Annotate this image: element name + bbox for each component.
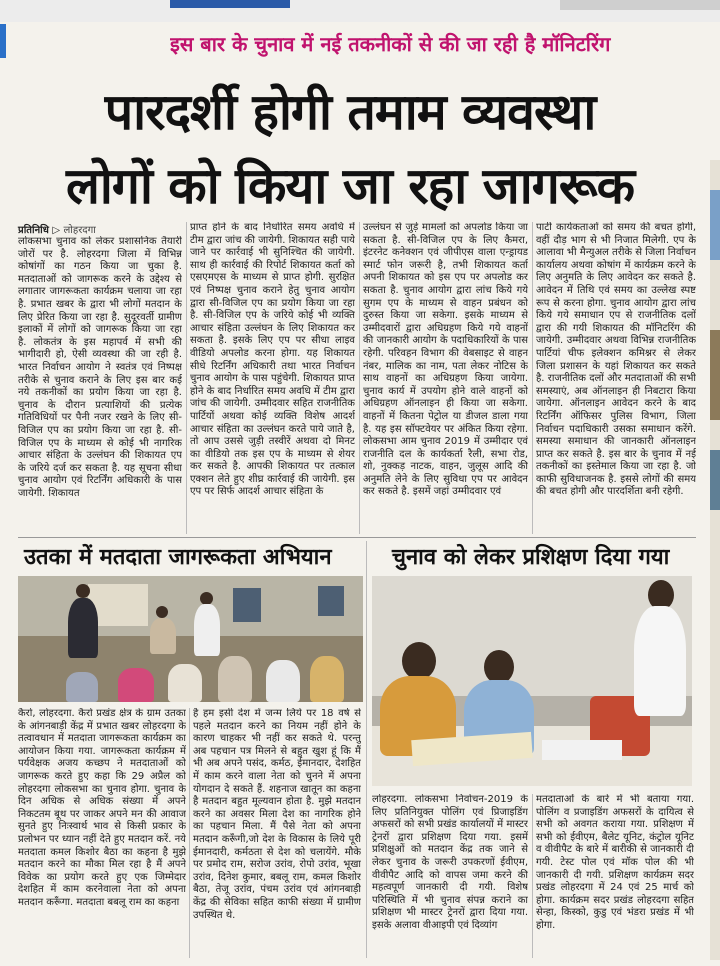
story2-col-2: है हम इसी देश में जन्म लिये पर 18 वर्ष से पहले मतदान करने का नियम नहीं होने के कारण चाहकर भी नहीं कर सकते थे. परन्तु अब पहचान पत्र मिलने से बहुत खुश हूं कि मैं भी अब अपने पसंद, कर्मठ, ईमानदार, देशहित में काम करने वाला नेता को चुनने में अपना योगदान दे सकते हैं. शहनाज खातून का कहना है मतदान बहुत मूल्यवान होता है. मुझे मतदान करने का अवसर मिला देश का नागरिक होने का पहचान मिला. मैं पैसे नेता को अपना मतदान करूँगी,जो देश के विकास के लिये पूरी ईमानदारी, कर्मठता से देश को चलायेंगे. मौके पर प्रमोद राम, सरोज उरांव, रोपो उरांव, भूखा उरांव, दिनेश कुमार, बबलू राम, कमल किशोर बैठा, तेजू उरांव, पंचम उरांव एवं आंगनबाड़ी केंद्र की सेविका सहित काफी संख्या में ग्रामीण उपस्थित थे. <box>193 708 361 921</box>
headline-line-2: लोगों को किया जा रहा जागरूक <box>65 157 635 215</box>
top-strip-accent <box>170 0 290 8</box>
edge-photo-2 <box>710 330 720 420</box>
story3-col-1: लोहरदगा. लोकसभा निर्वाचन-2019 के लिए प्रतिनियुक्त पोलिंग एवं प्रिजाइडिंग अफसरों को सभी प्रखंड कार्यालयों में मास्टर ट्रेनरों द्वारा प्रशिक्षण दिया गया. इसमें प्रशिक्षुओं को मतदान केंद्र तक जाने से लेकर चुनाव के जरूरी उपकरणों ईवीएम, वीवीपैट आदि को वापस जमा करने की महत्वपूर्ण जानकारी दी गयी. विशेष परिस्थिति में भी चुनाव संपन्न कराने का प्रशिक्षण भी मास्टर ट्रेनरों द्वारा दिया गया. इसके अलावा वीआइपी एवं दिव्यांग <box>372 794 528 931</box>
column-rule <box>189 708 190 958</box>
main-story-col-4: पार्टी कार्यकताओं को समय की बचत होगी, वहीं दौड़ भाग से भी निजात मिलेगी. एप के आलावा भी मैन्युअल तरीके से जिला निर्वाचन कार्यालय अथवा कोषांग में कार्यक्रम करने के लिए अनुमति के लिए आवेदन कर सकते है. आवेदन में तिथि एवं समय का उल्लेख स्पष्ट रूप से करना होगा. चुनाव आयोग द्वारा लांच किये गये समाधान एप से राजनीतिक दलों द्वारा की गयी शिकायत की मॉनिटरिंग की जायेगी. उम्मीदवार अथवा विभिन्न राजनीतिक पार्टियां चीफ इलेक्शन कमिश्नर से लेकर जिला प्रशासन के यहां शिकायत कर सकते है. राजनीतिक दलों और मतदाताओं की सभी समस्याएं, अब ऑनलाइन ही निबटारा किया जायेगा. ऑनलाइन आवेदन करने के बाद रिटर्निंग ऑफिसर पुलिस विभाग, जिला निर्वाचन पदाधिकारी उसका समाधान करेंगे. समस्या समाधान की जानकारी ऑनलाइन प्राप्त कर सकते है. इस बार के चुनाव में नई तकनीकों का इस्तेमाल किया जा रहा है. जो काफी सुविधाजनक है. इससे लोगों की समय की बचत होगी और पारदर्शिता बनी रहेगी. <box>536 222 696 498</box>
headline-line-1: पारदर्शी होगी तमाम व्यवस्था <box>104 83 596 141</box>
main-story-col-2: प्राप्त होने के बाद निर्धारित समय अवधि में टीम द्वारा जांच की जायेगी. शिकायत सही पाये जाने पर कार्रवाई भी सुनिश्चित की जायेगी. साथ ही कार्रवाई की रिपोर्ट शिकायत कर्ता को एसएमएस के माध्यम से प्राप्त होगी. सुरक्षित एवं निष्पक्ष चुनाव कराने हेतु चुनाव आयोग द्वारा सी-विजिल एप का प्रयोग किया जा रहा है. सी-विजिल एप के जरिये कोई भी व्यक्ति आचार संहिता उल्लंघन के लिए शिकायत कर सकता है. इसके लिए एप पर सीधा लाइव वीडियो अपलोड करना होगा. यह शिकायत सीधे रिटर्निंग अधिकारी तथा भारत निर्वाचन चुनाव आयोग के पास पहुंचेगी. शिकायत प्राप्त होने के बाद निर्धारित समय अवधि में टीम द्वारा जांच की जायेगी. उम्मीदवार सहित राजनीतिक पार्टियों अथवा कोई व्यक्ति विशेष आदर्श आचार संहिता का उल्लंघन करते पाये जाते है, तो आप उससे जुड़ी तस्वीरें अथवा दो मिनट का वीडियो तक इस एप के माध्यम से शेयर कर सकते है. आपकी शिकायत पर तत्काल एक्शन लेते हुए शीघ्र कार्रवाई की जायेगी. इस एप पर सिर्फ आदर्श आचार संहिता के <box>190 222 355 498</box>
byline-author: प्रतिनिधि <box>18 225 49 236</box>
byline <box>18 222 96 236</box>
story2-title: उतका में मतदाता जागरूकता अभियान <box>24 545 332 570</box>
main-story-col-3: उल्लंघन से जुड़े मामलों को अपलोड किया जा सकता है. सी-विजिल एप के लिए कैमरा, इंटरनेट कनेक्शन एवं जीपीएस वाला एन्ड्रायड स्मार्ट फोन जरूरी है, तभी शिकायत कर्ता अपनी शिकायत को इस एप पर अपलोड कर सकता है. चुनाव आयोग द्वारा लांच किये गये सुगम एप के माध्यम से वाहन प्रबंधन को दुरुस्त किया जा सकेगा. इसके माध्यम से उम्मीदवारों द्वारा अधिग्रहण किये गये वाहनों की जानकारी आयोग के पदाधिकारियों के पास रहेगी. परिवहन विभाग की वेबसाइट से वाहन नंबर, मालिक का नाम, पता लेकर नोटिस के साथ वाहनों का अधिग्रहण किया जायेगा. चुनाव कार्य में उपयोग होने वाले वाहनों को अधिग्रहण ऑनलाइन ही किया जा सकेगा. वाहनों में कितना पेट्रोल या डीजल डाला गया है. यह इस सॉफ्टवेयर पर अंकित किया रहेगा. लोकसभा आम चुनाव 2019 में उम्मीदार एवं राजनीति दल के कार्यकर्ता रैली, सभा रोड, शो, नुक्कड़ नाटक, वाहन, जुलूस आदि की अनुमति लेने के लिए सुविधा एप पर आवेदन कर सकते है. इसमें जहां उम्मीदवार एवं <box>363 222 528 498</box>
column-rule <box>359 222 360 534</box>
top-strip-gray <box>560 0 720 10</box>
column-rule <box>532 222 533 534</box>
story2-col-1: कैरो, लोहरदगा. कैरो प्रखंड क्षेत्र के ग्राम उतका के आंगनबाड़ी केंद्र में प्रभात खबर लोहरदगा के तत्वावधान में मतदाता जागरूकता कार्यक्रम का आयोजन किया गया. जागरूकता कार्यक्रम में पर्यवेक्षक अजय कच्छप ने मतदाताओं को जागरूक करते हुए कहा कि 29 अप्रैल को लोहरदगा लोकसभा का चुनाव होगा. चुनाव के दिन अधिक से अधिक संख्या में अपने निकटतम बूथ पर जाकर अपने मन की आवाज सुनते हुए निःस्वार्थ भाव से किसी प्रकार के प्रलोभन पर ध्यान नहीं देते हुए मतदान करें. नये मतदाता कमल किशोर बैठा का कहना है मुझे मतदान करने का मौका मिल रहा है मैं अपने विवेक का प्रयोग करते हुए एक जिम्मेदार देशहित में काम करनेवाला नेता को अपना मतदान करूँगा. मतदाता बबलू राम का कहना <box>18 708 186 908</box>
byline-arrow-icon: ▷ <box>52 225 64 236</box>
section-marker <box>0 24 6 58</box>
section-divider <box>18 537 696 538</box>
adjacent-page-edge <box>710 160 720 960</box>
story-divider <box>366 541 367 958</box>
top-strip <box>0 0 720 22</box>
story3-col-2: मतदाताओं के बारे में भी बताया गया. पोलिंग व प्रजाइडिंग अफसरों के दायित्व से सभी को अवगत कराया गया. प्रशिक्षण में सभी को ईवीएम, बैलेट यूनिट, कंट्रोल यूनिट व वीवीपैट के बारे में बारीकी से जानकारी दी गयी. टेस्ट पोल एवं मॉक पोल की भी जानकारी दी गयी. प्रशिक्षण कार्यक्रम सदर प्रखंड लोहरदगा में 24 एवं 25 मार्च को होगा. कार्यक्रम सदर प्रखंड लोहरदगा सहित सेन्हा, किस्को, कुडु एवं भंडरा प्रखंड में भी होगा. <box>536 794 694 931</box>
column-rule <box>186 222 187 534</box>
column-rule <box>532 794 533 958</box>
byline-location: लोहरदगा <box>63 225 96 236</box>
story3-title: चुनाव को लेकर प्रशिक्षण दिया गया <box>392 545 670 570</box>
voter-awareness-photo <box>18 576 363 702</box>
edge-photo-1 <box>710 190 720 260</box>
election-training-photo <box>372 576 692 786</box>
edge-photo-3 <box>710 450 720 510</box>
kicker-line: इस बार के चुनाव में नई तकनीकों से की जा रही है मॉनिटरिंग <box>170 32 611 56</box>
main-story-col-1: लोकसभा चुनाव को लेकर प्रशासनिक तैयारी जोरों पर है. लोहरदगा जिला में विभिन्न कोषांगों का गठन किया जा चुका है. मतदाताओं को जागरूक करने के उद्देश्य से लगातार जागरूकता कार्यक्रम चलाया जा रहा है. प्रभात खबर के द्वारा भी लोगों मतदान के लिए प्रेरित किया जा रहा है. सुदूरवर्ती ग्रामीण इलाकों में लोगों को जागरूक किया जा रहा है. लोकतंत्र के इस महापर्व में सभी की भागीदारी हो, ऐसी व्यवस्था की जा रही है. भारत निर्वाचन आयोग ने स्वतंत्र एवं निष्पक्ष तरीके से चुनाव कराने के लिए इस बार कई नये तकनीकों का प्रयोग किया जा रहा है. चुनाव के दौरान प्रत्याशियों की प्रत्येक गतिविधियों पर पैनी नजर रखने के लिए सी-विजिल एप का प्रयोग किया जा रहा है. सी-विजिल एप के माध्यम से कोई भी नागरिक आचार संहिता के उल्लंघन की शिकायत एप के जरिये दर्ज कर सकता है. यह सूचना सीधा चुनाव आयोग एवं रिटर्निंग अधिकारी के पास जायेगी. शिकायत <box>18 236 182 499</box>
